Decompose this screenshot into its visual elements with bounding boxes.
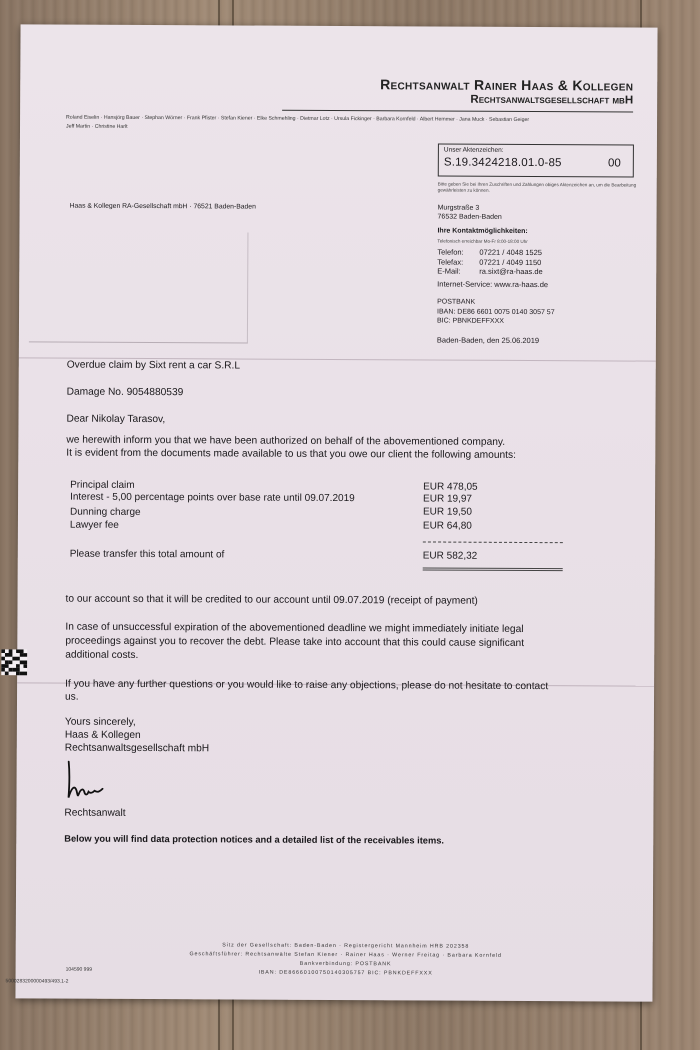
fax-row [437, 257, 548, 267]
firm-address [438, 204, 502, 222]
damage-number: Damage No. 9054880539 [66, 386, 184, 399]
salutation: Dear Nikolay Tarasov, [66, 413, 166, 426]
signatory-company: Rechtsanwaltsgesellschaft mbH [64, 742, 210, 755]
reference-number: S.19.3424218.01.0-85 [443, 156, 562, 170]
phone-value: 07221 / 4048 1525 [479, 247, 542, 258]
bank-bic: BIC: PBNKDEFFXXX [436, 317, 504, 325]
footer-code: 104590 999 [65, 966, 93, 973]
firm-name: Rechtsanwalt Rainer Haas & Kollegen [380, 76, 634, 94]
footer-directors: Geschäftsführer: Rechtsanwälte Stefan Kiener · Rainer Haas · Werner Freitag · Barbara Kornfeld [189, 951, 502, 959]
address-city: 76532 Baden-Baden [437, 213, 502, 221]
reference-note: Bitte geben Sie bei Ihren Zuschriften und Zahlungen obiges Aktenzeichen an, um die Bearbeitung gewährleisten zu können. [437, 181, 637, 193]
closing: Yours sincerely, [64, 716, 136, 728]
transfer-deadline: to our account so that it will be credited to our account until 09.07.2019 (receipt of payment) [65, 593, 478, 607]
letter-page [5, 24, 657, 1001]
signatory-firm: Haas & Kollegen [64, 729, 141, 741]
partners-list [66, 114, 626, 135]
reference-code: 00 [608, 157, 621, 170]
contact-hours: Telefonisch erreichbar Mo-Fr 8:00-18:00 Uhr [437, 238, 528, 244]
email-row [437, 267, 548, 277]
reference-box [438, 144, 634, 178]
phone-row [437, 248, 548, 258]
total-value: EUR 582,32 [422, 550, 478, 562]
web-row: Internet-Service: www.ra-haas.de [437, 279, 549, 289]
total-label: Please transfer this total amount of [69, 548, 225, 561]
legal-line-3: additional costs. [65, 649, 139, 661]
partners-line: Jeff Martin · Christine Harlt [66, 123, 128, 130]
signatory-title: Rechtsanwalt [64, 807, 126, 819]
contact-title: Ihre Kontaktmöglichkeiten: [437, 227, 528, 235]
address-window-redacted [29, 231, 249, 343]
reference-label: Unser Aktenzeichen: [443, 146, 504, 154]
footer-reference-number: 5000283200000493/493.1-2 [5, 978, 69, 985]
address-street: Murgstraße 3 [437, 204, 480, 212]
legal-line-1: In case of unsuccessful expiration of the abovementioned deadline we might immediately initiate legal [65, 621, 524, 635]
data-protection-note: Below you will find data protection notices and a detailed list of the receivables items. [64, 833, 445, 846]
amount-label: Dunning charge [69, 506, 141, 518]
phone-label: Telefon: [437, 247, 464, 257]
bank-name: POSTBANK [437, 298, 476, 306]
amount-label: Lawyer fee [69, 519, 119, 531]
footer-registry: Sitz der Gesellschaft: Baden-Baden · Registergericht Mannheim HRB 202358 [222, 942, 470, 950]
fax-value: 07221 / 4049 1150 [479, 257, 542, 267]
handwritten-signature [64, 758, 116, 800]
letter-date: Baden-Baden, den 25.06.2019 [436, 335, 540, 346]
legal-line-2: proceedings against you to recover the debt. Please take into account that this could cause significant [65, 635, 525, 649]
contact-details [437, 248, 548, 290]
total-double-rule [423, 567, 563, 571]
sum-rule [423, 541, 563, 543]
sender-line: Haas & Kollegen RA-Gesellschaft mbH · 76521 Baden-Baden [69, 202, 256, 211]
letterhead-rule [282, 110, 633, 113]
firm-subtitle: Rechtsanwaltsgesellschaft mbH [470, 93, 634, 107]
fax-label: Telefax: [437, 257, 464, 267]
intro-line-2: It is evident from the documents made available to us that you owe our client the following amounts: [66, 447, 516, 461]
partners-line: Roland Eiselin · Hansjörg Bauer · Stephan Wörner · Frank Pfister · Stefan Kiener · Elke Schmehling · Dietmar Lotz · Ursula Fickinger · Barbara Kornfeld · Albert Hemmer · Jana Muck · Sebastian Geiger [66, 114, 530, 124]
footer-iban: IBAN: DE86660100750140305757 BIC: PBNKDEFFXXX [258, 969, 433, 977]
qr-code-icon [1, 649, 27, 675]
questions-line-1: If you have any further questions or you would like to raise any objections, please do not hesitate to contact [65, 678, 549, 693]
email-label: E-Mail: [437, 266, 461, 276]
subject-line: Overdue claim by Sixt rent a car S.R.L [66, 359, 241, 372]
amount-value: EUR 478,05 [423, 481, 478, 493]
amount-value: EUR 64,80 [422, 520, 472, 532]
bank-iban: IBAN: DE86 6601 0075 0140 3057 57 [437, 308, 555, 316]
amount-label: Principal claim [70, 479, 135, 491]
amount-value: EUR 19,97 [423, 493, 473, 505]
bank-details [437, 298, 555, 327]
amount-label: Interest - 5,00 percentage points over base rate until 09.07.2019 [70, 491, 355, 505]
questions-line-2: us. [65, 691, 79, 703]
intro-line-1: we herewith inform you that we have been authorized on behalf of the abovementioned company. [66, 434, 506, 448]
email-value: ra.sixt@ra-haas.de [479, 266, 543, 277]
footer-bank: Bankverbindung: POSTBANK [299, 960, 392, 968]
amount-value: EUR 19,50 [422, 506, 472, 518]
